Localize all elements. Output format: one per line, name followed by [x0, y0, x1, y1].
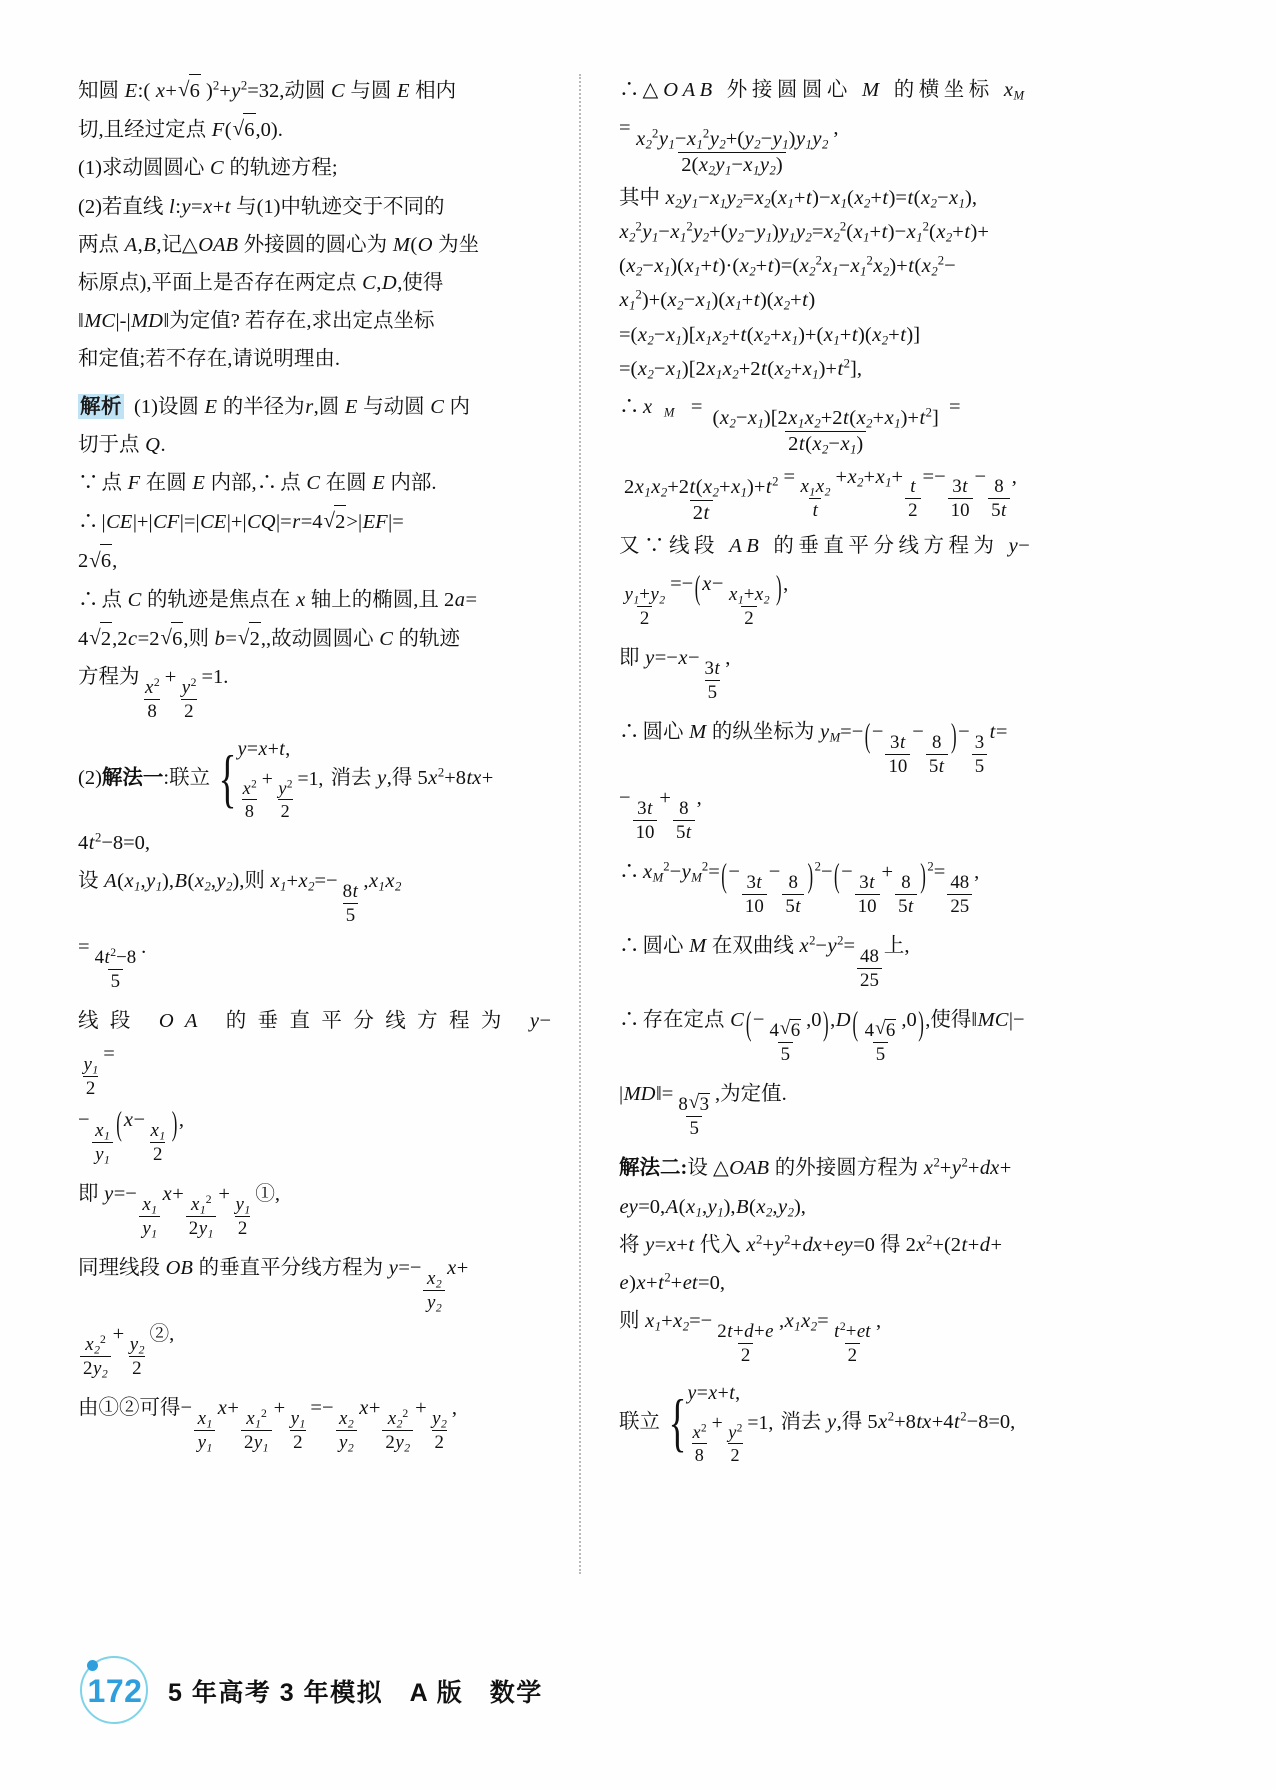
- method2-quadratic: $e)x+t^2+et=0$,: [619, 1270, 725, 1295]
- xM-big-fraction: $\frac{(x_2-x_1)[2x_1x_2+2t(x_2+x_1)+t^2]}{2t(x_2-x_1)}$: [712, 405, 939, 457]
- punct: ,0).: [255, 119, 283, 142]
- therefore-symbol: ∴: [619, 395, 640, 418]
- distance-equation: |CE|+|CF|=|CE|+|CQ|=r=4 √ 2>|EF|=: [102, 511, 404, 533]
- xM-label: $x_M$: [643, 395, 686, 420]
- fraction-y2-over-2: $\frac{y^2}{2}$: [181, 676, 197, 722]
- exp-2: 2: [212, 78, 220, 93]
- problem-question-2-line4: [78, 305, 551, 338]
- op-plus: +: [219, 80, 231, 102]
- question-text: (1)求动圆圆心: [78, 157, 210, 180]
- var-a: a: [454, 588, 466, 611]
- op-eq: =: [191, 195, 203, 218]
- question-text: 的轨迹方程;: [224, 157, 338, 180]
- question-text: 和定值;若不存在,请说明理由.: [78, 348, 340, 371]
- analysis-text: 在圆: [320, 472, 372, 495]
- fraction-x2-over-8: $\frac{x^2}{8}$: [145, 676, 160, 722]
- circled-number-2: ②: [149, 1323, 170, 1346]
- system-row-line: y=x+t,: [237, 738, 291, 761]
- circled-number-1: ①: [255, 1183, 275, 1206]
- analysis-line-8-ellipse-eq: [78, 661, 551, 722]
- fixed-points-body: 存在定点 C (− $\frac{4 √ 6}{5}$ ,0),D ( $\frac{4 √ 6}{5}$ ,0),使得‖MC|−: [643, 1009, 1025, 1031]
- analysis-text: 联立: [619, 1410, 660, 1433]
- op-eq: =: [465, 588, 478, 611]
- perp-bisector-AB-line1: [619, 530, 1092, 563]
- solution-method-2-line2: [619, 1191, 1092, 1224]
- var-E: E: [192, 472, 205, 495]
- op-minus: −: [539, 1009, 552, 1032]
- var-C: C: [306, 472, 320, 495]
- system-row-ellipse: $\frac{x^2}{8}$ + $\frac{y^2}{2}$ =1,: [692, 1411, 774, 1466]
- analysis-line-1: [78, 390, 551, 424]
- analysis-text: 点: [280, 472, 306, 495]
- var-y: y: [231, 80, 241, 102]
- var-C: C: [430, 395, 444, 418]
- therefore-symbol: ∴: [78, 511, 99, 534]
- var-F: F: [211, 119, 225, 142]
- problem-line-1: [78, 74, 551, 108]
- yM-value: − $\frac{3t}{10}$ + $\frac{8}{5t}$ ,: [619, 787, 702, 844]
- var-y: y: [529, 1009, 539, 1032]
- var-C: C: [210, 157, 224, 180]
- op-plus: +: [164, 666, 177, 689]
- var-E: E: [396, 80, 410, 102]
- page-number: 172: [87, 1672, 143, 1709]
- expand-body-2: $(x_2-x_1)(x_1+t)\cdot(x_2+t)=(x_2^2x_1-x_1^2x_2)+t(x_2^2-$: [619, 253, 956, 279]
- footer-book-title: 5 年高考 3 年模拟 A 版 数学: [168, 1679, 543, 1707]
- op-plus: +: [212, 195, 225, 218]
- analysis-text: (1)设圆: [134, 395, 205, 418]
- question-text: 外接圆的圆心为: [238, 233, 393, 256]
- xM2-minus-yM2-line: [619, 856, 1092, 917]
- var-E: E: [344, 395, 358, 418]
- seg-OA: OA: [158, 1009, 209, 1032]
- method2-intro: 设 △OAB 的外接圆方程为 $x^2+y^2+dx+$: [687, 1156, 1012, 1180]
- var-C: C: [379, 627, 393, 650]
- var-O: O: [417, 233, 433, 256]
- var-x: x: [447, 1257, 457, 1280]
- var-M: M: [862, 79, 884, 101]
- op-plus: +: [165, 80, 177, 102]
- column-divider: [579, 74, 581, 1574]
- op-minus: −: [1018, 535, 1030, 558]
- eliminate-y-text: 消去 y,得 $5x^2+8tx+$: [325, 765, 494, 789]
- expand-body-1: $x_2^2y_1-x_1^2y_2+(y_2-y_1)y_1y_2=x_2^2(x_1+t)-x_1^2(x_2+t)+$: [619, 219, 989, 245]
- problem-question-2-line3: [78, 267, 551, 300]
- set-points-AB: 设 $A(x_1,y_1),B(x_2,y_2)$,则 $x_1+x_2=-$ $\frac{8t}{5}$ $,x_1x_2$: [78, 869, 402, 926]
- therefore-symbol: ∴: [619, 861, 640, 884]
- op-eq: =−: [398, 1257, 422, 1280]
- analysis-text: 点: [101, 588, 128, 611]
- op-eq: =1.: [201, 666, 229, 689]
- var-l: l: [169, 195, 175, 218]
- op-eq: =: [103, 1043, 115, 1065]
- question-text: ,使得: [397, 272, 444, 295]
- fraction-x2-over-y2: $\frac{x_2}{y_2}$: [423, 1268, 444, 1313]
- analysis-line-2: [78, 429, 551, 462]
- var-y: y: [181, 195, 191, 218]
- system-rows: [237, 735, 323, 822]
- perp-bisector-OB-line2: [78, 1318, 551, 1379]
- analysis-text: 线段: [669, 535, 729, 558]
- analysis-text: 的横坐标: [884, 79, 1004, 101]
- problem-text: 切,且经过定点: [78, 119, 212, 142]
- method1-label: 解法一: [101, 766, 164, 789]
- fraction-y1-over-2: $\frac{y_1}{2}$: [83, 1053, 99, 1099]
- var-r: r: [305, 395, 314, 418]
- ellipse-params: 4 √ 2,2c=2 √ 6,则 b= √ 2,: [78, 628, 266, 650]
- solution-method-2-vieta: [619, 1305, 1092, 1366]
- var-y: y: [388, 1257, 398, 1280]
- sqrt-6: √ 6: [233, 113, 256, 147]
- solution-method-2-line4: [619, 1267, 1092, 1300]
- seg-OB: OB: [165, 1257, 193, 1280]
- equation-system-2: [662, 1379, 773, 1466]
- seg-MD: MD: [131, 310, 163, 333]
- system-row-ellipse: $\frac{x^2}{8}$ + $\frac{y^2}{2}$ =1,: [242, 767, 324, 822]
- analysis-text: 内: [444, 395, 471, 418]
- problem-text: 相内: [410, 80, 457, 102]
- abs-bars: ‖: [78, 310, 84, 333]
- constant-value-line: [619, 1078, 1092, 1139]
- var-t: t: [224, 195, 231, 218]
- var-y: y: [1008, 535, 1018, 558]
- method2-substitute: 将 y=x+t 代入 $x^2+y^2+dx+ey=0$ 得 $2x^2+(2t+d+$: [619, 1232, 1003, 1256]
- analysis-text: 内部.: [385, 472, 437, 495]
- system-row-line: y=x+t,: [687, 1382, 741, 1405]
- var-x: x: [296, 588, 306, 611]
- because-symbol: ∵: [78, 472, 99, 495]
- op-plus: +: [456, 1257, 469, 1280]
- method2-system-wrap: [619, 1379, 1015, 1466]
- analysis-line-4: [78, 505, 551, 539]
- triangle-OAB: OAB: [198, 233, 239, 256]
- xM-formula: = $\frac{x_2^2y_1-x_1^2y_2+(y_2-y_1)y_1y_2}{2(x_2y_1-x_1y_2)}$ ,: [619, 117, 839, 178]
- yM-line: [619, 716, 1092, 777]
- var-D: D: [381, 272, 397, 295]
- problem-line-2: [78, 113, 551, 147]
- x1x2-value-line: [78, 931, 551, 992]
- points-AB-line: [78, 865, 551, 926]
- question-text: (2)若直线: [78, 195, 169, 218]
- analysis-line-6: [78, 584, 551, 617]
- var-C: C: [362, 272, 376, 295]
- yM-value-line: [619, 782, 1092, 843]
- punct: ,: [137, 233, 143, 256]
- xM-simplify-line: [619, 461, 1092, 526]
- var-xM: x: [1003, 79, 1014, 101]
- method2-vieta-body: 则 $x_1+x_2=-$ $\frac{2t+d+e}{2}$ $,x_1x_2=$ $\frac{t^2+et}{2}$ ,: [619, 1310, 882, 1367]
- combine-1-2-line: [78, 1392, 551, 1453]
- system-rows: [687, 1379, 773, 1466]
- analysis-text: 切于点: [78, 433, 145, 456]
- xM-result-line: [619, 391, 1092, 456]
- left-column: [78, 74, 565, 1574]
- perp-AB-simplified: [619, 642, 1092, 703]
- xM-simplified: $\frac{2x_1x_2+2t(x_2+x_1)+t^2}{2t}$ = $\frac{x_1x_2}{t}$ $+x_2+x_1+$ $\frac{t}{2}$ =− $\frac{3t}{10}$ − $\frac{8}{5t}$ ,: [624, 465, 1017, 525]
- expand-body-5: $=(x_2-x_1)[2x_1x_2+2t(x_2+x_1)+t^2]$,: [619, 356, 862, 382]
- expand-line-3: [619, 284, 1092, 317]
- punct: ,: [376, 272, 382, 295]
- perp-bisector-AB-line2: [619, 568, 1092, 629]
- var-E: E: [204, 395, 218, 418]
- var-Q: Q: [145, 433, 160, 456]
- abs-bars: |-|: [115, 310, 131, 333]
- therefore-symbol: ∴: [619, 935, 640, 958]
- question-text: ,记△: [156, 233, 198, 256]
- analysis-line-7: [78, 622, 551, 656]
- punct: (: [224, 119, 232, 142]
- var-E: E: [372, 472, 385, 495]
- analysis-line-5: [78, 544, 551, 578]
- combine-equation: 由①②可得− $\frac{x_1}{y_1}$ x+ $\frac{x_1^2}{2y_1}$ + $\frac{y_1}{2}$ =− $\frac{x_2}{y_2}$ x+ $\frac{x_2^2}{2y_2}$ + $\frac{y_2}{2}$ ,: [78, 1397, 457, 1455]
- seg-AB: AB: [729, 535, 764, 558]
- yM-body: 圆心 M 的纵坐标为 $y_M=-(-$ $\frac{3t}{10}$ − $\frac{8}{5t}$ )− $\frac{3}{5}$ t=: [642, 716, 1008, 778]
- analysis-text: 在圆: [140, 472, 192, 495]
- var-x: x: [155, 80, 165, 102]
- x1x2-value: = $\frac{4t^2-8}{5}$ .: [78, 935, 147, 992]
- var-C: C: [331, 80, 345, 102]
- punct: .: [160, 433, 166, 456]
- var-x: x: [203, 195, 213, 218]
- analysis-text: ,故动圆圆心: [265, 627, 379, 650]
- perp-OA-expanded: 即 y=− $\frac{x_1}{y_1}$ x+ $\frac{x_1^2}{2y_1}$ + $\frac{y_1}{2}$ ①,: [78, 1183, 280, 1205]
- question-text: 为坐: [433, 233, 480, 256]
- punct: :(: [137, 80, 156, 102]
- var-E: E: [124, 80, 138, 102]
- method2-eliminate: 消去 y,得 $5x^2+8tx+4t^2-8=0$,: [775, 1409, 1016, 1433]
- therefore-symbol: ∴: [619, 79, 640, 101]
- method2-label: 解法二:: [619, 1157, 688, 1180]
- analysis-line-3: [78, 467, 551, 500]
- analysis-tag: 解析: [80, 394, 122, 418]
- var-B: B: [143, 233, 156, 256]
- solution-method-1-system: [78, 735, 551, 822]
- perp-AB-final: 即 y=−x− $\frac{3t}{5}$ ,: [619, 647, 731, 704]
- page-footer: [78, 1654, 543, 1728]
- equation-system: [212, 735, 323, 822]
- punct: ): [200, 80, 213, 102]
- perp-bisector-OA-expanded: [78, 1178, 551, 1239]
- perp-OB-rhs: $\frac{x_2^2}{2y_2}$ + $\frac{y_2}{2}$ ②,: [78, 1323, 174, 1345]
- two-column-content: [78, 74, 1198, 1574]
- analysis-text: 同理线段: [78, 1257, 166, 1280]
- analysis-text: 其中: [619, 186, 666, 209]
- expand-line-1: [619, 216, 1092, 249]
- problem-text: 知圆: [78, 80, 125, 102]
- ef-value: 2 √ 6,: [78, 550, 117, 572]
- analysis-text: 外接圆圆心: [717, 79, 862, 101]
- method2-points: $ey=0,A(x_1,y_1),B(x_2,y_2)$,: [619, 1195, 806, 1220]
- analysis-text: :联立: [163, 766, 211, 789]
- question-text: ‖为定值? 若存在,求出定点坐标: [163, 310, 435, 333]
- hyperbola-conclusion: [619, 930, 1092, 991]
- analysis-text: 的垂直平分线方程为: [193, 1257, 389, 1280]
- analysis-text: 方程为: [78, 666, 140, 689]
- var-F: F: [127, 472, 141, 495]
- problem-question-2-line5: [78, 343, 551, 376]
- analysis-text: 的轨迹是焦点在: [141, 588, 296, 611]
- page-number-badge: [78, 1654, 152, 1728]
- circumcenter-x-formula: [619, 112, 1092, 177]
- also-because: 又∵: [619, 535, 670, 558]
- punct: (: [410, 233, 418, 256]
- expand-body-3: $x_1^2)+(x_2-x_1)(x_1+t)(x_2+t)$: [619, 288, 816, 313]
- fixed-points-line: [619, 1004, 1092, 1065]
- question-text: 与(1)中轨迹交于不同的: [230, 195, 445, 218]
- analysis-text: 线段: [78, 1009, 159, 1032]
- where-line: [619, 182, 1092, 215]
- analysis-text: 内部,: [205, 472, 257, 495]
- solution-method-2-line1: [619, 1152, 1092, 1185]
- right-column: [591, 74, 1092, 1574]
- quadratic-equation: $4t^2-8=0$,: [78, 830, 151, 854]
- op-eq: =: [685, 395, 708, 418]
- hyperbola-derivation: $x_M^2-y_M^2=(-$ $\frac{3t}{10}$ − $\frac{8}{5t}$ ) $^2$−(− $\frac{3t}{10}$ + $\frac{8}{5t}$ ) $^2$= $\frac{48}{25}$ ,: [643, 856, 980, 918]
- left-brace: {: [218, 742, 237, 815]
- item-number: (2): [78, 766, 102, 789]
- circumcenter-x-line: ∴ △OAB 外接圆圆心 M 的横坐标 $x_M$: [619, 79, 1025, 103]
- therefore-symbol: ∴: [256, 472, 278, 495]
- problem-question-1: [78, 152, 551, 185]
- analysis-text: 轴上的椭圆,且 2: [305, 588, 455, 611]
- constant-value: |MD‖= $\frac{8 √ 3}{5}$ ,为定值.: [619, 1083, 787, 1105]
- problem-question-2-line2: [78, 229, 551, 262]
- var-A: A: [124, 233, 138, 256]
- expand-line-4: [619, 319, 1092, 352]
- hyperbola-statement: 圆心 M 在双曲线 $x^2-y^2=$ $\frac{48}{25}$ 上,: [642, 934, 910, 992]
- analysis-text: 的轨迹: [393, 627, 461, 650]
- question-text: 两点: [78, 233, 125, 256]
- exp-2: 2: [240, 78, 248, 93]
- therefore-symbol: ∴: [619, 721, 640, 744]
- expand-line-2: [619, 250, 1092, 283]
- where-body: $x_2y_1-x_1y_2=x_2(x_1+t)-x_1(x_2+t)=t(x_2-x_1)$,: [665, 186, 977, 211]
- perp-OA-rhs: − $\frac{x_1}{y_1}$ (x− $\frac{x_1}{2}$ ),: [78, 1104, 184, 1167]
- quadratic-line: [78, 827, 551, 860]
- analysis-text: ,圆: [313, 395, 345, 418]
- therefore-symbol: ∴: [78, 588, 99, 611]
- triangle-OAB: OAB: [663, 79, 717, 101]
- analysis-text: 的半径为: [217, 395, 305, 418]
- problem-text: 与圆: [345, 80, 397, 102]
- analysis-text: 与动圆: [357, 395, 430, 418]
- op-eq-2: =: [943, 395, 961, 418]
- question-text: 标原点),平面上是否存在两定点: [78, 272, 362, 295]
- var-M: M: [392, 233, 410, 256]
- var-C: C: [127, 588, 142, 611]
- analysis-text: 的垂直平分线方程为: [209, 1009, 530, 1032]
- solution-method-2-line3: [619, 1229, 1092, 1262]
- analysis-text: 点: [101, 472, 128, 495]
- perp-bisector-OB-line1: [78, 1252, 551, 1313]
- problem-text: =32,动圆: [247, 80, 331, 102]
- seg-MC: MC: [84, 310, 116, 333]
- analysis-text: 的垂直平分线方程为: [763, 535, 1009, 558]
- left-brace: {: [668, 1386, 687, 1459]
- expand-line-5: [619, 353, 1092, 386]
- sqrt-6: √ 6: [178, 74, 201, 108]
- solution-method-2-system: [619, 1379, 1092, 1466]
- punct: :: [175, 195, 181, 218]
- perp-AB-body: $\frac{y_1+y_2}{2}$ =−(x− $\frac{x_1+x_2}{2}$ ),: [624, 568, 789, 630]
- expand-body-4: $=(x_2-x_1)[x_1x_2+t(x_2+x_1)+(x_1+t)(x_2+t)]$: [619, 323, 921, 348]
- triangle-symbol: △: [642, 79, 663, 101]
- therefore-symbol: ∴: [619, 1009, 640, 1032]
- perp-bisector-OA-line2: [78, 1104, 551, 1165]
- problem-question-2-line1: [78, 191, 551, 224]
- perp-bisector-OA-line1: [78, 1005, 551, 1099]
- method1-lead: [78, 735, 493, 822]
